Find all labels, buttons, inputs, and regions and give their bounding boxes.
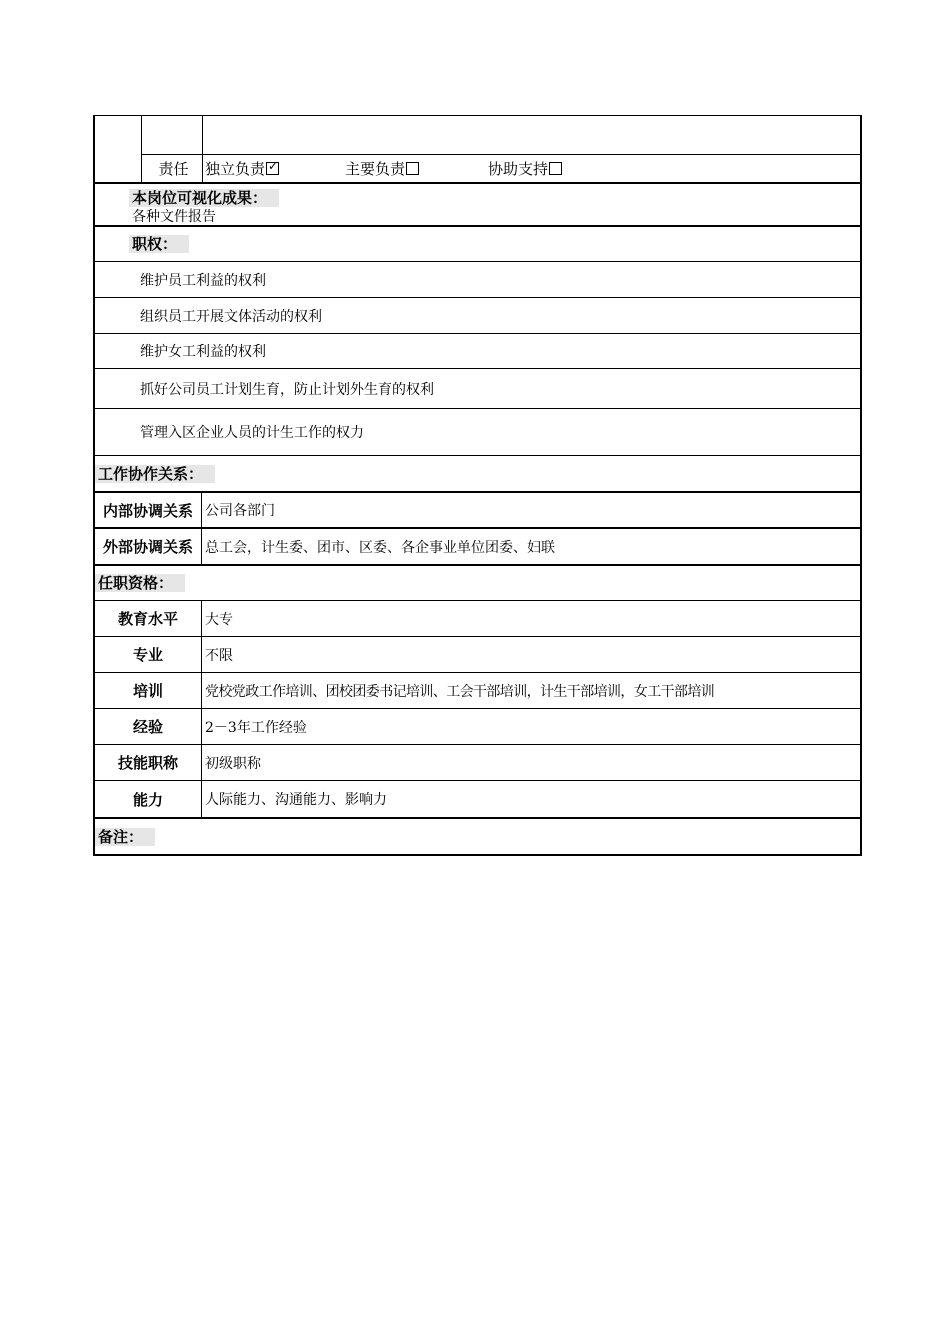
qualification-value: 2－3年工作经验 [205, 719, 307, 736]
option-assist[interactable] [488, 155, 562, 182]
authority-item [95, 409, 860, 456]
qualification-row [95, 601, 860, 637]
qualification-value: 人际能力、沟通能力、影响力 [205, 792, 387, 808]
internal-coordination-value: 公司各部门 [205, 503, 275, 519]
internal-coordination-row [95, 493, 860, 529]
qualification-value: 大专 [205, 611, 233, 628]
authority-item-text: 组织员工开展文体活动的权利 [140, 308, 322, 325]
visible-results-block [95, 184, 860, 227]
checkbox-empty-icon[interactable] [549, 162, 562, 175]
option-main-label: 主要负责 [345, 160, 406, 178]
qualification-row [95, 637, 860, 673]
authority-item [95, 334, 860, 369]
qualification-value: 党校党政工作培训、团校团委书记培训、工会干部培训，计生干部培训，女工干部培训 [205, 683, 715, 700]
responsibility-label: 责任 [158, 160, 189, 178]
cooperation-header [95, 456, 860, 493]
authority-item [95, 262, 860, 298]
authority-item-text: 维护员工利益的权利 [140, 272, 266, 289]
authority-item [95, 298, 860, 334]
external-coordination-row [95, 529, 860, 566]
external-coordination-value: 总工会，计生委、团市、区委、各企事业单位团委、妇联 [205, 539, 555, 556]
authority-title: 职权： [129, 235, 189, 253]
option-main[interactable] [345, 155, 419, 182]
remarks-title: 备注： [95, 828, 155, 846]
qualification-value: 初级职称 [205, 755, 261, 772]
authority-header [95, 227, 860, 262]
authority-item-text: 维护女工利益的权利 [140, 344, 266, 360]
visible-results-title: 本岗位可视化成果： [129, 189, 279, 207]
qualification-row [95, 745, 860, 781]
qualification-label: 技能职称 [117, 754, 178, 772]
qualification-label: 专业 [132, 646, 163, 664]
qualification-row [95, 673, 860, 709]
qualification-label: 教育水平 [117, 610, 178, 628]
remarks-row [95, 819, 860, 854]
qualification-label: 能力 [132, 790, 163, 809]
qualification-row [95, 709, 860, 745]
option-independent[interactable] [205, 155, 279, 182]
qualification-row [95, 781, 860, 819]
qualification-label: 经验 [132, 718, 163, 736]
qualifications-title: 任职资格： [95, 574, 185, 592]
authority-item [95, 369, 860, 409]
visible-results-content: 各种文件报告 [132, 209, 216, 225]
qualification-label: 培训 [132, 682, 163, 700]
external-coordination-label: 外部协调关系 [102, 538, 193, 556]
checkbox-empty-icon[interactable] [406, 162, 419, 175]
qualification-value: 不限 [205, 647, 233, 664]
authority-item-text: 管理入区企业人员的计生工作的权力 [140, 425, 364, 441]
responsibility-block [95, 116, 860, 184]
qualifications-header [95, 566, 860, 601]
internal-coordination-label: 内部协调关系 [102, 501, 193, 520]
checkbox-checked-icon[interactable] [266, 162, 279, 175]
cooperation-title: 工作协作关系： [95, 465, 215, 483]
job-description-table [93, 115, 862, 856]
option-independent-label: 独立负责 [205, 160, 266, 178]
authority-item-text: 抓好公司员工计划生育，防止计划外生育的权利 [140, 381, 434, 398]
option-assist-label: 协助支持 [488, 160, 549, 178]
